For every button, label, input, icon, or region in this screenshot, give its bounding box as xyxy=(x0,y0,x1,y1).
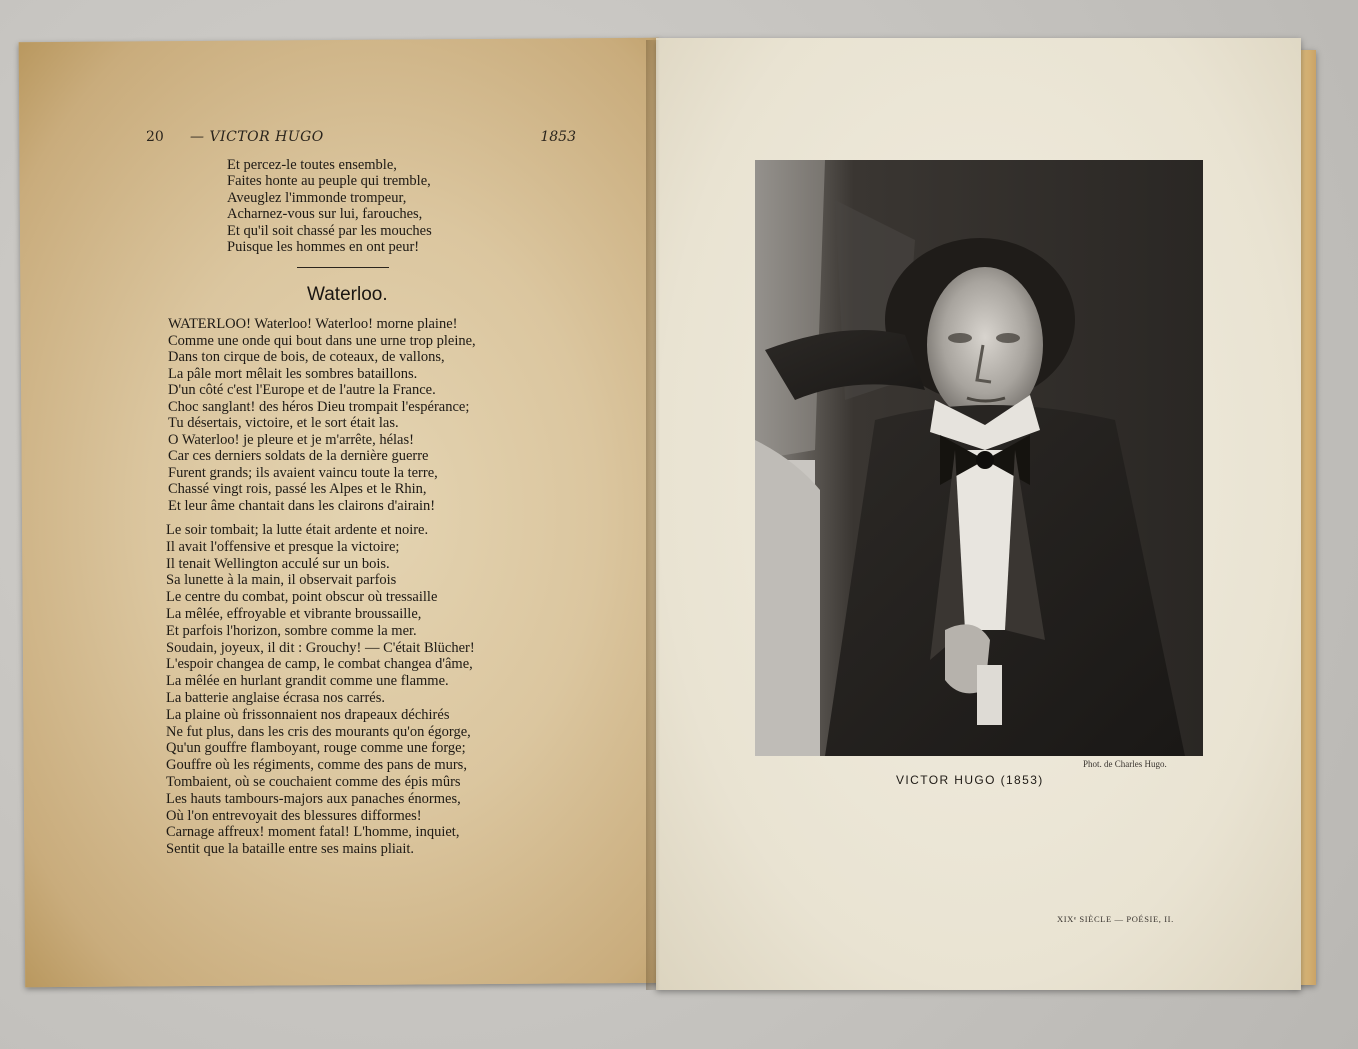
verse-line: Dans ton cirque de bois, de coteaux, de vallons, xyxy=(168,349,445,365)
verse-line: Choc sanglant! des héros Dieu trompait l'espérance; xyxy=(168,398,470,415)
verse-line: La batterie anglaise écrasa nos carrés. xyxy=(166,689,385,706)
verse-line: La mêlée, effroyable et vibrante broussaille, xyxy=(166,605,422,622)
verse-line: La plaine où frissonnaient nos drapeaux déchirés xyxy=(166,706,450,723)
poem-stanza-2 xyxy=(166,522,475,858)
verse-line: Tombaient, où se couchaient comme des épis mûrs xyxy=(166,773,461,790)
verse-line: Les hauts tambours-majors aux panaches énormes, xyxy=(166,790,461,807)
verse-line: Tu désertais, victoire, et le sort était las. xyxy=(168,415,399,431)
verse-line: Et parfois l'horizon, sombre comme la mer. xyxy=(166,622,417,639)
verse-line: Sa lunette à la main, il observait parfois xyxy=(166,572,397,589)
verse-line: Et leur âme chantait dans les clairons d'airain! xyxy=(168,497,436,514)
portrait-photograph xyxy=(755,160,1203,756)
verse-line: Furent grands; ils avaient vaincu toute la terre, xyxy=(168,464,438,481)
verse-line: Puisque les hommes en ont peur! xyxy=(227,239,420,256)
verse-line: Où l'on entrevoyait des blessures difformes! xyxy=(166,807,422,824)
verse-line: Comme une onde qui bout dans une urne trop pleine, xyxy=(168,332,476,349)
verse-line: Le soir tombait; la lutte était ardente et noire. xyxy=(166,522,429,538)
verse-line: L'espoir changea de camp, le combat changea d'âme, xyxy=(166,656,473,673)
verse-line: La mêlée en hurlant grandit comme une flamme. xyxy=(166,673,449,690)
book-gutter xyxy=(646,40,666,990)
poem-stanza-1 xyxy=(168,316,476,514)
verse-line: D'un côté c'est l'Europe et de l'autre la France. xyxy=(168,382,436,398)
verse-line: Carnage affreux! moment fatal! L'homme, inquiet, xyxy=(166,824,460,841)
verse-line: Et percez-le toutes ensemble, xyxy=(227,157,397,173)
portrait-illustration xyxy=(755,160,1203,756)
intro-stanza xyxy=(227,157,432,255)
photo-credit: Phot. de Charles Hugo. xyxy=(1083,759,1167,769)
verse-line: Le centre du combat, point obscur où tressaille xyxy=(166,589,438,606)
verse-line: Sentit que la bataille entre ses mains pliait. xyxy=(166,841,415,858)
verse-line: WATERLOO! Waterloo! Waterloo! morne plaine! xyxy=(168,316,458,332)
portrait-caption: VICTOR HUGO (1853) xyxy=(896,773,1044,787)
page-number: 20 xyxy=(146,129,164,145)
verse-line: O Waterloo! je pleure et je m'arrête, hélas! xyxy=(168,431,414,448)
verse-line: Faites honte au peuple qui tremble, xyxy=(227,173,431,190)
verse-line: Aveuglez l'immonde trompeur, xyxy=(227,189,407,206)
verse-line: Qu'un gouffre flamboyant, rouge comme une forge; xyxy=(166,740,466,757)
poem-title: Waterloo. xyxy=(307,284,388,305)
verse-line: Il avait l'offensive et presque la victoire; xyxy=(166,538,400,555)
page-footer: XIXᵉ SIÈCLE — POÉSIE, II. xyxy=(1057,914,1174,924)
verse-line: Soudain, joyeux, il dit : Grouchy! — C'était Blücher! xyxy=(166,639,475,656)
verse-line: Gouffre où les régiments, comme des pans de murs, xyxy=(166,757,467,774)
verse-line: Chassé vingt rois, passé les Alpes et le Rhin, xyxy=(168,481,427,497)
section-divider xyxy=(297,267,389,268)
running-head-title: — VICTOR HUGO xyxy=(190,129,324,145)
running-head-year: 1853 xyxy=(540,129,576,145)
verse-line: Car ces derniers soldats de la dernière guerre xyxy=(168,448,429,464)
verse-line: Et qu'il soit chassé par les mouches xyxy=(227,222,432,239)
verse-line: Acharnez-vous sur lui, farouches, xyxy=(227,206,423,223)
verse-line: La pâle mort mêlait les sombres bataillons. xyxy=(168,365,418,382)
verse-line: Ne fut plus, dans les cris des mourants qu'on égorge, xyxy=(166,723,471,740)
verse-line: Il tenait Wellington acculé sur un bois. xyxy=(166,555,390,572)
